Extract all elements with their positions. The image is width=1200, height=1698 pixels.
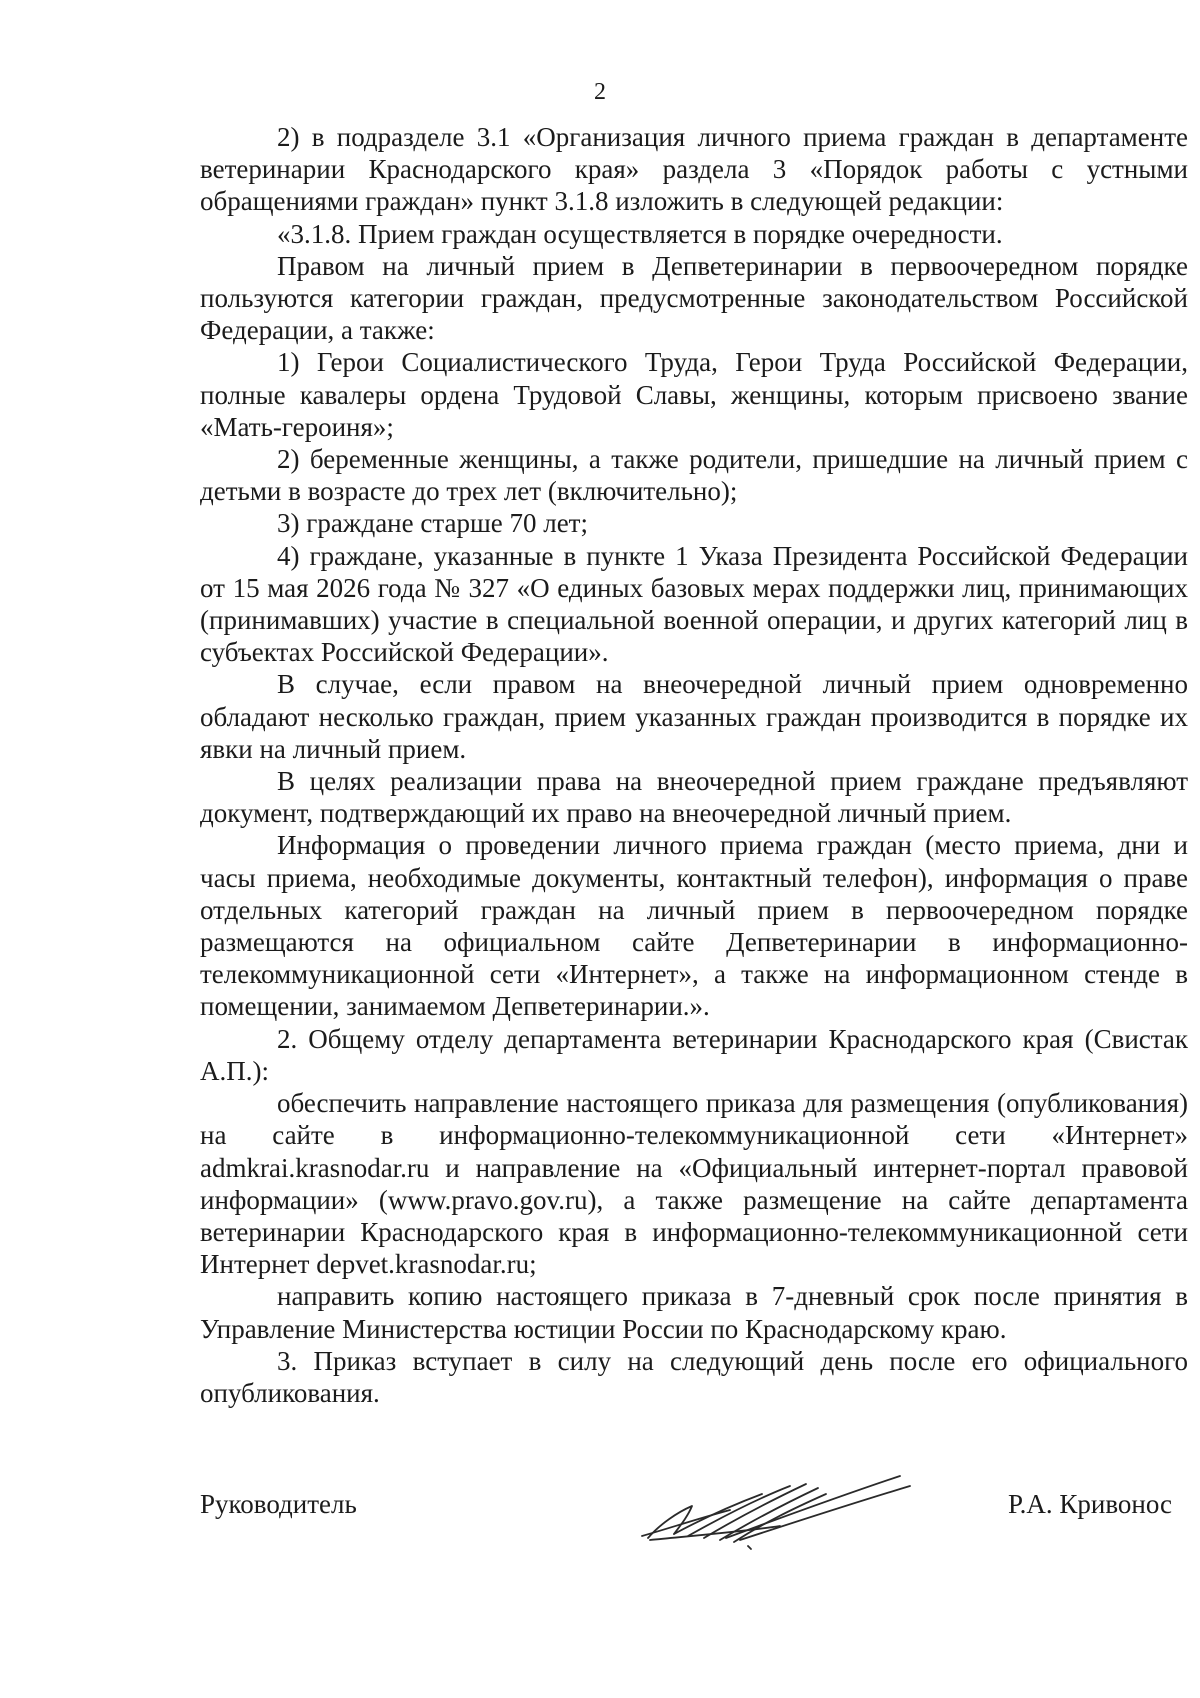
signatory-title: Руководитель [200,1489,357,1519]
page-number: 2 [594,79,606,105]
document-body [200,121,1188,1409]
paragraph: Информация о проведении личного приема граждан (место приема, дни и часы приема, необходимые документы, контактный телефон), информация о праве отдельных категорий граждан на личный прием в первоочередном порядке размещаются на официальном сайте Депветеринарии в информационно-телекоммуникационной сети «Интернет», а также на информационном стенде в помещении, занимаемом Депветеринарии.». [200,830,1188,1022]
paragraph: В случае, если правом на внеочередной личный прием одновременно обладают несколько граждан, прием указанных граждан производится в порядке их явки на личный прием. [200,669,1188,764]
paragraph: «3.1.8. Прием граждан осуществляется в порядке очередности. [277,218,1003,249]
paragraph: 4) граждане, указанные в пункте 1 Указа Президента Российской Федерации от 15 мая 2026 года № 327 «О единых базовых мерах поддержки лиц, принимающих (принимавших) участие в специальной военной операции, и других категорий лиц в субъектах Российской Федерации». [200,540,1188,668]
paragraph: 2) в подразделе 3.1 «Организация личного приема граждан в департаменте ветеринарии Краснодарского края» раздела 3 «Порядок работы с устными обращениями граждан» пункт 3.1.8 изложить в следующей редакции: [200,122,1188,217]
paragraph: 2. Общему отделу департамента ветеринарии Краснодарского края (Свистак А.П.): [200,1023,1188,1086]
paragraph: обеспечить направление настоящего приказа для размещения (опубликования) на сайте в информационно-телекоммуникационной сети «Интернет» admkrai.krasnodar.ru и направление на «Официальный интернет-портал правовой информации» (www.pravo.gov.ru), а также размещение на сайте департамента ветеринарии Краснодарского края в информационно-телекоммуникационной сети Интернет depvet.krasnodar.ru; [200,1088,1188,1280]
handwritten-signature [630,1466,920,1566]
signatory-name: Р.А. Кривонос [1007,1489,1172,1519]
paragraph: 3. Приказ вступает в силу на следующий день после его официального опубликования. [200,1345,1188,1408]
paragraph: направить копию настоящего приказа в 7-дневный срок после принятия в Управление Министерства юстиции России по Краснодарскому краю. [200,1281,1188,1344]
signature-block [200,1466,1188,1576]
paragraph: Правом на личный прием в Депветеринарии в первоочередном порядке пользуются категории граждан, предусмотренные законодательством Российской Федерации, а также: [200,250,1188,346]
paragraph: 2) беременные женщины, а также родители, пришедшие на личный прием с детьми в возрасте до трех лет (включительно); [200,444,1188,507]
paragraph: В целях реализации права на внеочередной прием граждане предъявляют документ, подтверждающий их право на внеочередной личный прием. [200,766,1188,829]
paragraph: 3) граждане старше 70 лет; [277,508,588,539]
paragraph: 1) Герои Социалистического Труда, Герои Труда Российской Федерации, полные кавалеры ордена Трудовой Славы, женщины, которым присвоено звание «Мать-героиня»; [200,347,1188,442]
